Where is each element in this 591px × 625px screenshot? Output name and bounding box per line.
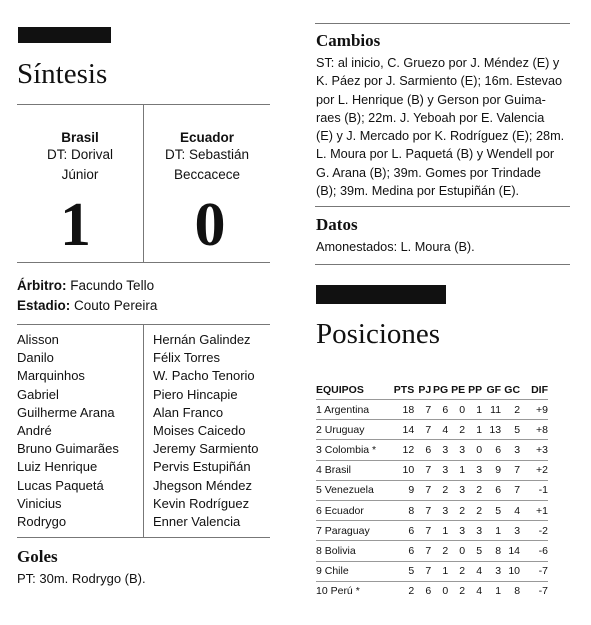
away-team-block <box>144 130 270 185</box>
table-row <box>316 581 548 601</box>
stat-cell: 3 <box>501 440 520 460</box>
stat-cell: +1 <box>520 500 548 520</box>
home-player: Gabriel <box>17 386 59 402</box>
stat-cell: 2 <box>431 480 448 500</box>
stat-cell: 7 <box>414 420 431 440</box>
referee-line <box>17 276 154 295</box>
stat-cell: 5 <box>482 500 501 520</box>
stat-cell: 3 <box>448 480 465 500</box>
away-player: Jeremy Sarmiento <box>153 441 259 457</box>
home-score: 1 <box>60 191 91 259</box>
stat-cell: 3 <box>431 500 448 520</box>
stat-cell: -6 <box>520 541 548 561</box>
referee-name: Facundo Tello <box>70 278 155 293</box>
stat-cell: 12 <box>394 440 414 460</box>
col-header: GF <box>486 383 502 396</box>
stat-cell: 7 <box>414 480 431 500</box>
away-player: Félix Torres <box>153 350 220 366</box>
stat-cell: 0 <box>465 440 482 460</box>
stat-cell: +3 <box>520 440 548 460</box>
home-lineup <box>17 331 141 531</box>
referee-label: Árbitro: <box>17 278 67 293</box>
stat-cell: +8 <box>520 420 548 440</box>
stadium-label: Estadio: <box>17 298 71 313</box>
stat-cell: 1 <box>465 420 482 440</box>
stat-cell: 8 <box>501 581 520 601</box>
stat-cell: 7 <box>501 480 520 500</box>
table-row <box>316 521 548 541</box>
stat-cell: 6 <box>431 400 448 420</box>
stat-cell: 2 <box>448 500 465 520</box>
stat-cell: 18 <box>394 400 414 420</box>
stat-cell: 3 <box>465 460 482 480</box>
cambios-line: G. Arana (B); 39m. Gomes por Trindade <box>316 165 541 180</box>
home-player: Alisson <box>17 332 59 347</box>
team-cell: 9 Chile <box>316 561 394 581</box>
home-player: Vinicius <box>17 495 62 511</box>
away-score: 0 <box>194 191 226 259</box>
stat-cell: 2 <box>448 420 465 440</box>
cambios-line: ST: al inicio, C. Gruezo por J. Méndez (E) y <box>316 56 560 70</box>
home-coach: DT: Dorival <box>46 147 113 162</box>
stat-cell: 6 <box>414 581 431 601</box>
sintesis-title: Síntesis <box>17 58 108 90</box>
home-team-name: Brasil <box>61 130 99 145</box>
home-coach-surname: Júnior <box>61 167 99 182</box>
stat-cell: 2 <box>448 561 465 581</box>
home-player: Marquinhos <box>17 368 85 384</box>
home-player: Rodrygo <box>17 514 67 530</box>
stat-cell: 9 <box>394 480 414 500</box>
stat-cell: 2 <box>465 480 482 500</box>
home-player: Bruno Guimarães <box>17 441 119 457</box>
stat-cell: 4 <box>465 561 482 581</box>
stat-cell: 3 <box>448 521 465 541</box>
stat-cell: 0 <box>448 541 465 561</box>
stat-cell: 1 <box>431 521 448 541</box>
stat-cell: 7 <box>414 400 431 420</box>
home-player: Danilo <box>17 350 54 366</box>
cambios-line: (B); 39m. Medina por Estupiñán (E). <box>316 184 520 199</box>
stat-cell: 10 <box>501 561 520 581</box>
stat-cell: 1 <box>465 400 482 420</box>
table-row <box>316 440 548 460</box>
away-player: Pervis Estupiñán <box>153 459 251 475</box>
divider <box>315 23 570 24</box>
away-lineup <box>153 331 277 531</box>
stat-cell: 1 <box>431 561 448 581</box>
col-header: PTS <box>393 383 415 396</box>
stat-cell: 6 <box>394 541 414 561</box>
stat-cell: 7 <box>414 521 431 541</box>
team-cell: 2 Uruguay <box>316 420 394 440</box>
cambios-line: K. Páez por J. Sarmiento (E); 16m. Estevao <box>316 74 563 89</box>
away-player: Jhegson Méndez <box>153 477 253 493</box>
home-team-block <box>17 130 143 185</box>
team-cell: 4 Brasil <box>316 460 394 480</box>
stat-cell: 0 <box>431 581 448 601</box>
stat-cell: 0 <box>448 400 465 420</box>
stat-cell: 4 <box>465 581 482 601</box>
stat-cell: -7 <box>520 581 548 601</box>
stat-cell: -7 <box>520 561 548 581</box>
divider <box>17 537 270 538</box>
stat-cell: 4 <box>431 420 448 440</box>
cambios-text <box>316 54 578 200</box>
table-row <box>316 541 548 561</box>
away-player: Hernán Galindez <box>153 332 251 347</box>
standings-header-row <box>316 380 548 400</box>
stat-cell: 1 <box>448 460 465 480</box>
divider <box>315 264 570 265</box>
away-player: Alan Franco <box>153 404 224 420</box>
away-player: W. Pacho Tenorio <box>153 368 255 384</box>
cambios-line: raes (B); 22m. J. Yeboah por E. Valencia <box>316 110 545 125</box>
lineup-divider <box>143 324 144 537</box>
stat-cell: 3 <box>448 440 465 460</box>
team-cell: 7 Paraguay <box>316 521 394 541</box>
away-player: Kevin Rodríguez <box>153 495 250 511</box>
cambios-line: (E) y J. Mercado por K. Rodríguez (E); 28m. <box>316 129 565 144</box>
col-header: EQUIPOS <box>316 383 364 396</box>
col-header: PG <box>432 383 449 396</box>
away-coach: DT: Sebastián <box>164 147 250 162</box>
section-marker-bar <box>316 285 446 304</box>
away-player: Enner Valencia <box>153 514 241 530</box>
stat-cell: 3 <box>465 521 482 541</box>
team-cell: 5 Venezuela <box>316 480 394 500</box>
stat-cell: 1 <box>482 521 501 541</box>
stat-cell: 13 <box>482 420 501 440</box>
table-row <box>316 420 548 440</box>
team-cell: 1 Argentina <box>316 400 394 420</box>
stat-cell: 7 <box>414 500 431 520</box>
away-player: Piero Hincapie <box>153 386 238 402</box>
stat-cell: +2 <box>520 460 548 480</box>
divider <box>17 262 270 263</box>
team-cell: 8 Bolivia <box>316 541 394 561</box>
goles-heading: Goles <box>17 547 58 566</box>
stat-cell: 14 <box>501 541 520 561</box>
stat-cell: 7 <box>414 541 431 561</box>
stat-cell: +9 <box>520 400 548 420</box>
standings-body <box>316 400 548 601</box>
stat-cell: 14 <box>394 420 414 440</box>
stat-cell: 7 <box>414 460 431 480</box>
away-coach-surname: Beccacece <box>173 167 241 182</box>
table-row <box>316 480 548 500</box>
team-cell: 10 Perú * <box>316 581 394 601</box>
stat-cell: 8 <box>482 541 501 561</box>
stat-cell: -1 <box>520 480 548 500</box>
stat-cell: 6 <box>482 440 501 460</box>
section-marker-bar <box>18 27 111 43</box>
table-row <box>316 400 548 420</box>
stat-cell: 5 <box>465 541 482 561</box>
stat-cell: 2 <box>448 581 465 601</box>
goles-text: PT: 30m. Rodrygo (B). <box>17 571 146 586</box>
stadium-name: Couto Pereira <box>74 298 158 313</box>
standings-table <box>316 380 548 601</box>
stat-cell: 7 <box>501 460 520 480</box>
stat-cell: 7 <box>414 561 431 581</box>
stat-cell: 6 <box>482 480 501 500</box>
cambios-line: L. Moura por L. Paquetá (B) y Wendell por <box>316 147 555 162</box>
stat-cell: 10 <box>394 460 414 480</box>
stat-cell: 9 <box>482 460 501 480</box>
datos-heading: Datos <box>316 215 358 234</box>
col-header: DIF <box>531 383 548 396</box>
datos-text: Amonestados: L. Moura (B). <box>316 240 475 254</box>
table-row <box>316 460 548 480</box>
away-team-name: Ecuador <box>179 130 234 145</box>
col-header: GC <box>504 383 521 396</box>
stat-cell: 2 <box>431 541 448 561</box>
stat-cell: 5 <box>394 561 414 581</box>
stat-cell: 2 <box>501 400 520 420</box>
stat-cell: 5 <box>501 420 520 440</box>
stat-cell: 6 <box>414 440 431 460</box>
stat-cell: 8 <box>394 500 414 520</box>
stat-cell: 11 <box>482 400 501 420</box>
stat-cell: 3 <box>482 561 501 581</box>
stat-cell: 6 <box>394 521 414 541</box>
stat-cell: 3 <box>431 440 448 460</box>
home-player: Luiz Henrique <box>17 459 98 475</box>
stat-cell: 2 <box>465 500 482 520</box>
table-row <box>316 561 548 581</box>
stat-cell: 1 <box>482 581 501 601</box>
posiciones-title: Posiciones <box>316 318 441 350</box>
cambios-heading: Cambios <box>316 31 381 50</box>
stadium-line <box>17 296 157 315</box>
cambios-line: por L. Henrique (B) y Gerson por Guima- <box>316 92 546 107</box>
away-player: Moises Caicedo <box>153 423 246 439</box>
stat-cell: -2 <box>520 521 548 541</box>
stat-cell: 2 <box>394 581 414 601</box>
team-cell: 3 Colombia * <box>316 440 394 460</box>
col-header: PJ <box>418 383 432 396</box>
table-row <box>316 500 548 520</box>
col-header: PE <box>451 383 466 396</box>
team-cell: 6 Ecuador <box>316 500 394 520</box>
stat-cell: 3 <box>501 521 520 541</box>
col-header: PP <box>468 383 483 396</box>
divider <box>315 206 570 207</box>
home-player: Lucas Paquetá <box>17 477 104 493</box>
stat-cell: 4 <box>501 500 520 520</box>
stat-cell: 3 <box>431 460 448 480</box>
home-player: André <box>17 423 52 439</box>
home-player: Guilherme Arana <box>17 404 115 420</box>
